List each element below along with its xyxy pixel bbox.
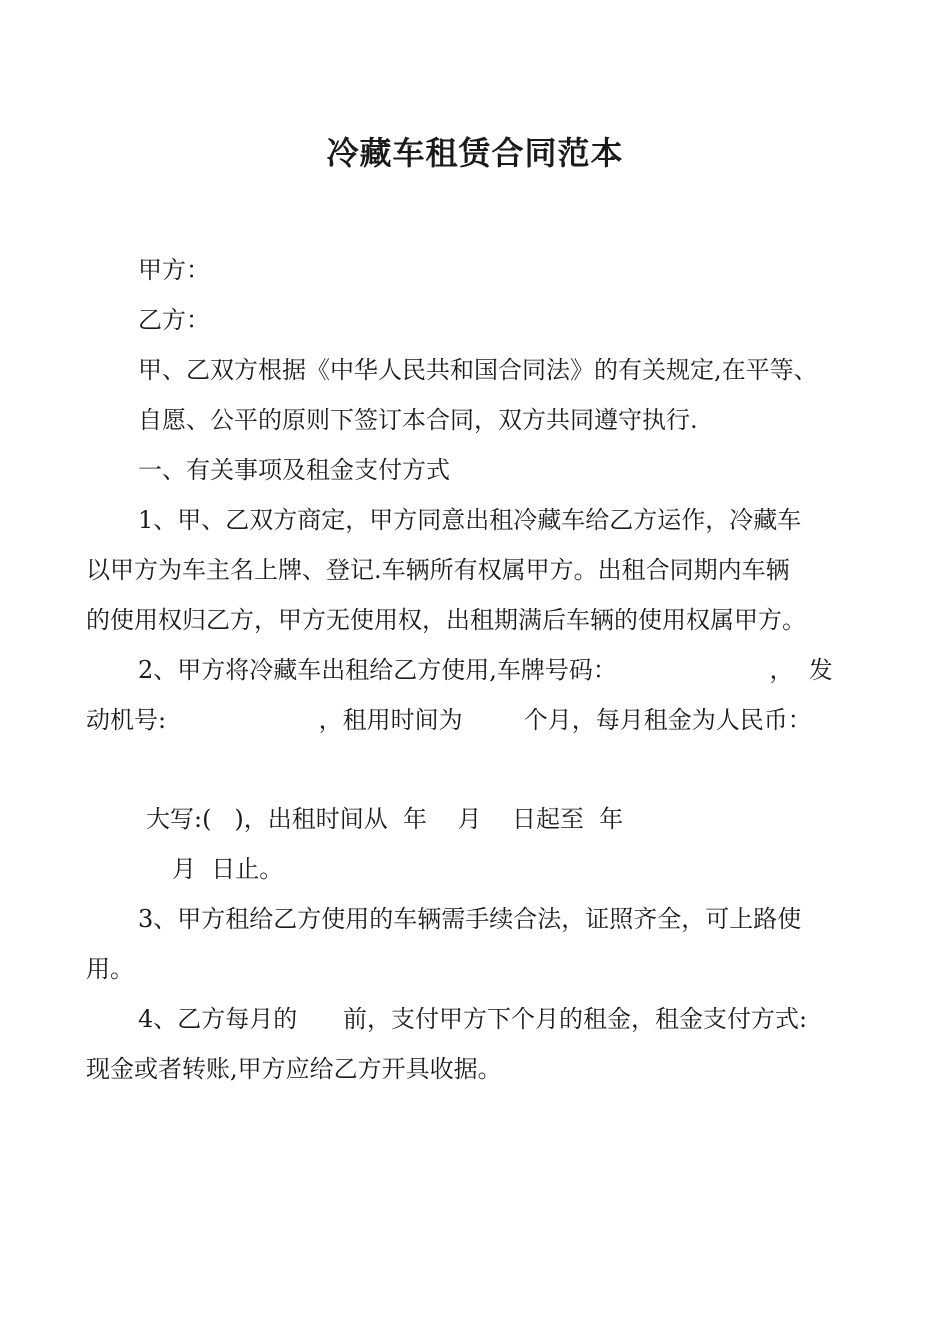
section-heading-1: 一、有关事项及租金支付方式 (138, 456, 450, 484)
clause-2-line-4: 月 日止。 (172, 855, 284, 883)
clause-2-line-3: 大写:( )，出租时间从 年 月 日起至 年 (146, 805, 624, 833)
clause-1-line-3: 的使用权归乙方，甲方无使用权，出租期满后车辆的使用权属甲方。 (86, 606, 806, 634)
document-title: 冷藏车租赁合同范本 (326, 134, 624, 172)
clause-3-line-1: 3、甲方租给乙方使用的车辆需手续合法，证照齐全，可上路使 (138, 905, 802, 933)
clause-4-line-2: 现金或者转账,甲方应给乙方开具收据。 (86, 1055, 502, 1083)
clause-1-line-2: 以甲方为车主名上牌、登记.车辆所有权属甲方。出租合同期内车辆 (86, 556, 790, 584)
clause-1-line-1: 1、甲、乙双方商定，甲方同意出租冷藏车给乙方运作，冷藏车 (138, 506, 802, 534)
clause-4-line-1: 4、乙方每月的 前，支付甲方下个月的租金，租金支付方式: (138, 1005, 808, 1033)
party-b-line: 乙方： (138, 306, 210, 334)
clause-3-line-2: 用。 (86, 955, 134, 983)
clause-2-line-2: 动机号: ，租用时间为 个月，每月租金为人民币： (86, 706, 812, 734)
preamble-line-1: 甲、乙双方根据《中华人民共和国合同法》的有关规定,在平等、 (138, 356, 818, 384)
party-a-line: 甲方： (138, 256, 210, 284)
clause-2-line-1: 2、甲方将冷藏车出租给乙方使用,车牌号码： ， 发 (138, 656, 833, 684)
preamble-line-2: 自愿、公平的原则下签订本合同，双方共同遵守执行. (138, 406, 698, 434)
